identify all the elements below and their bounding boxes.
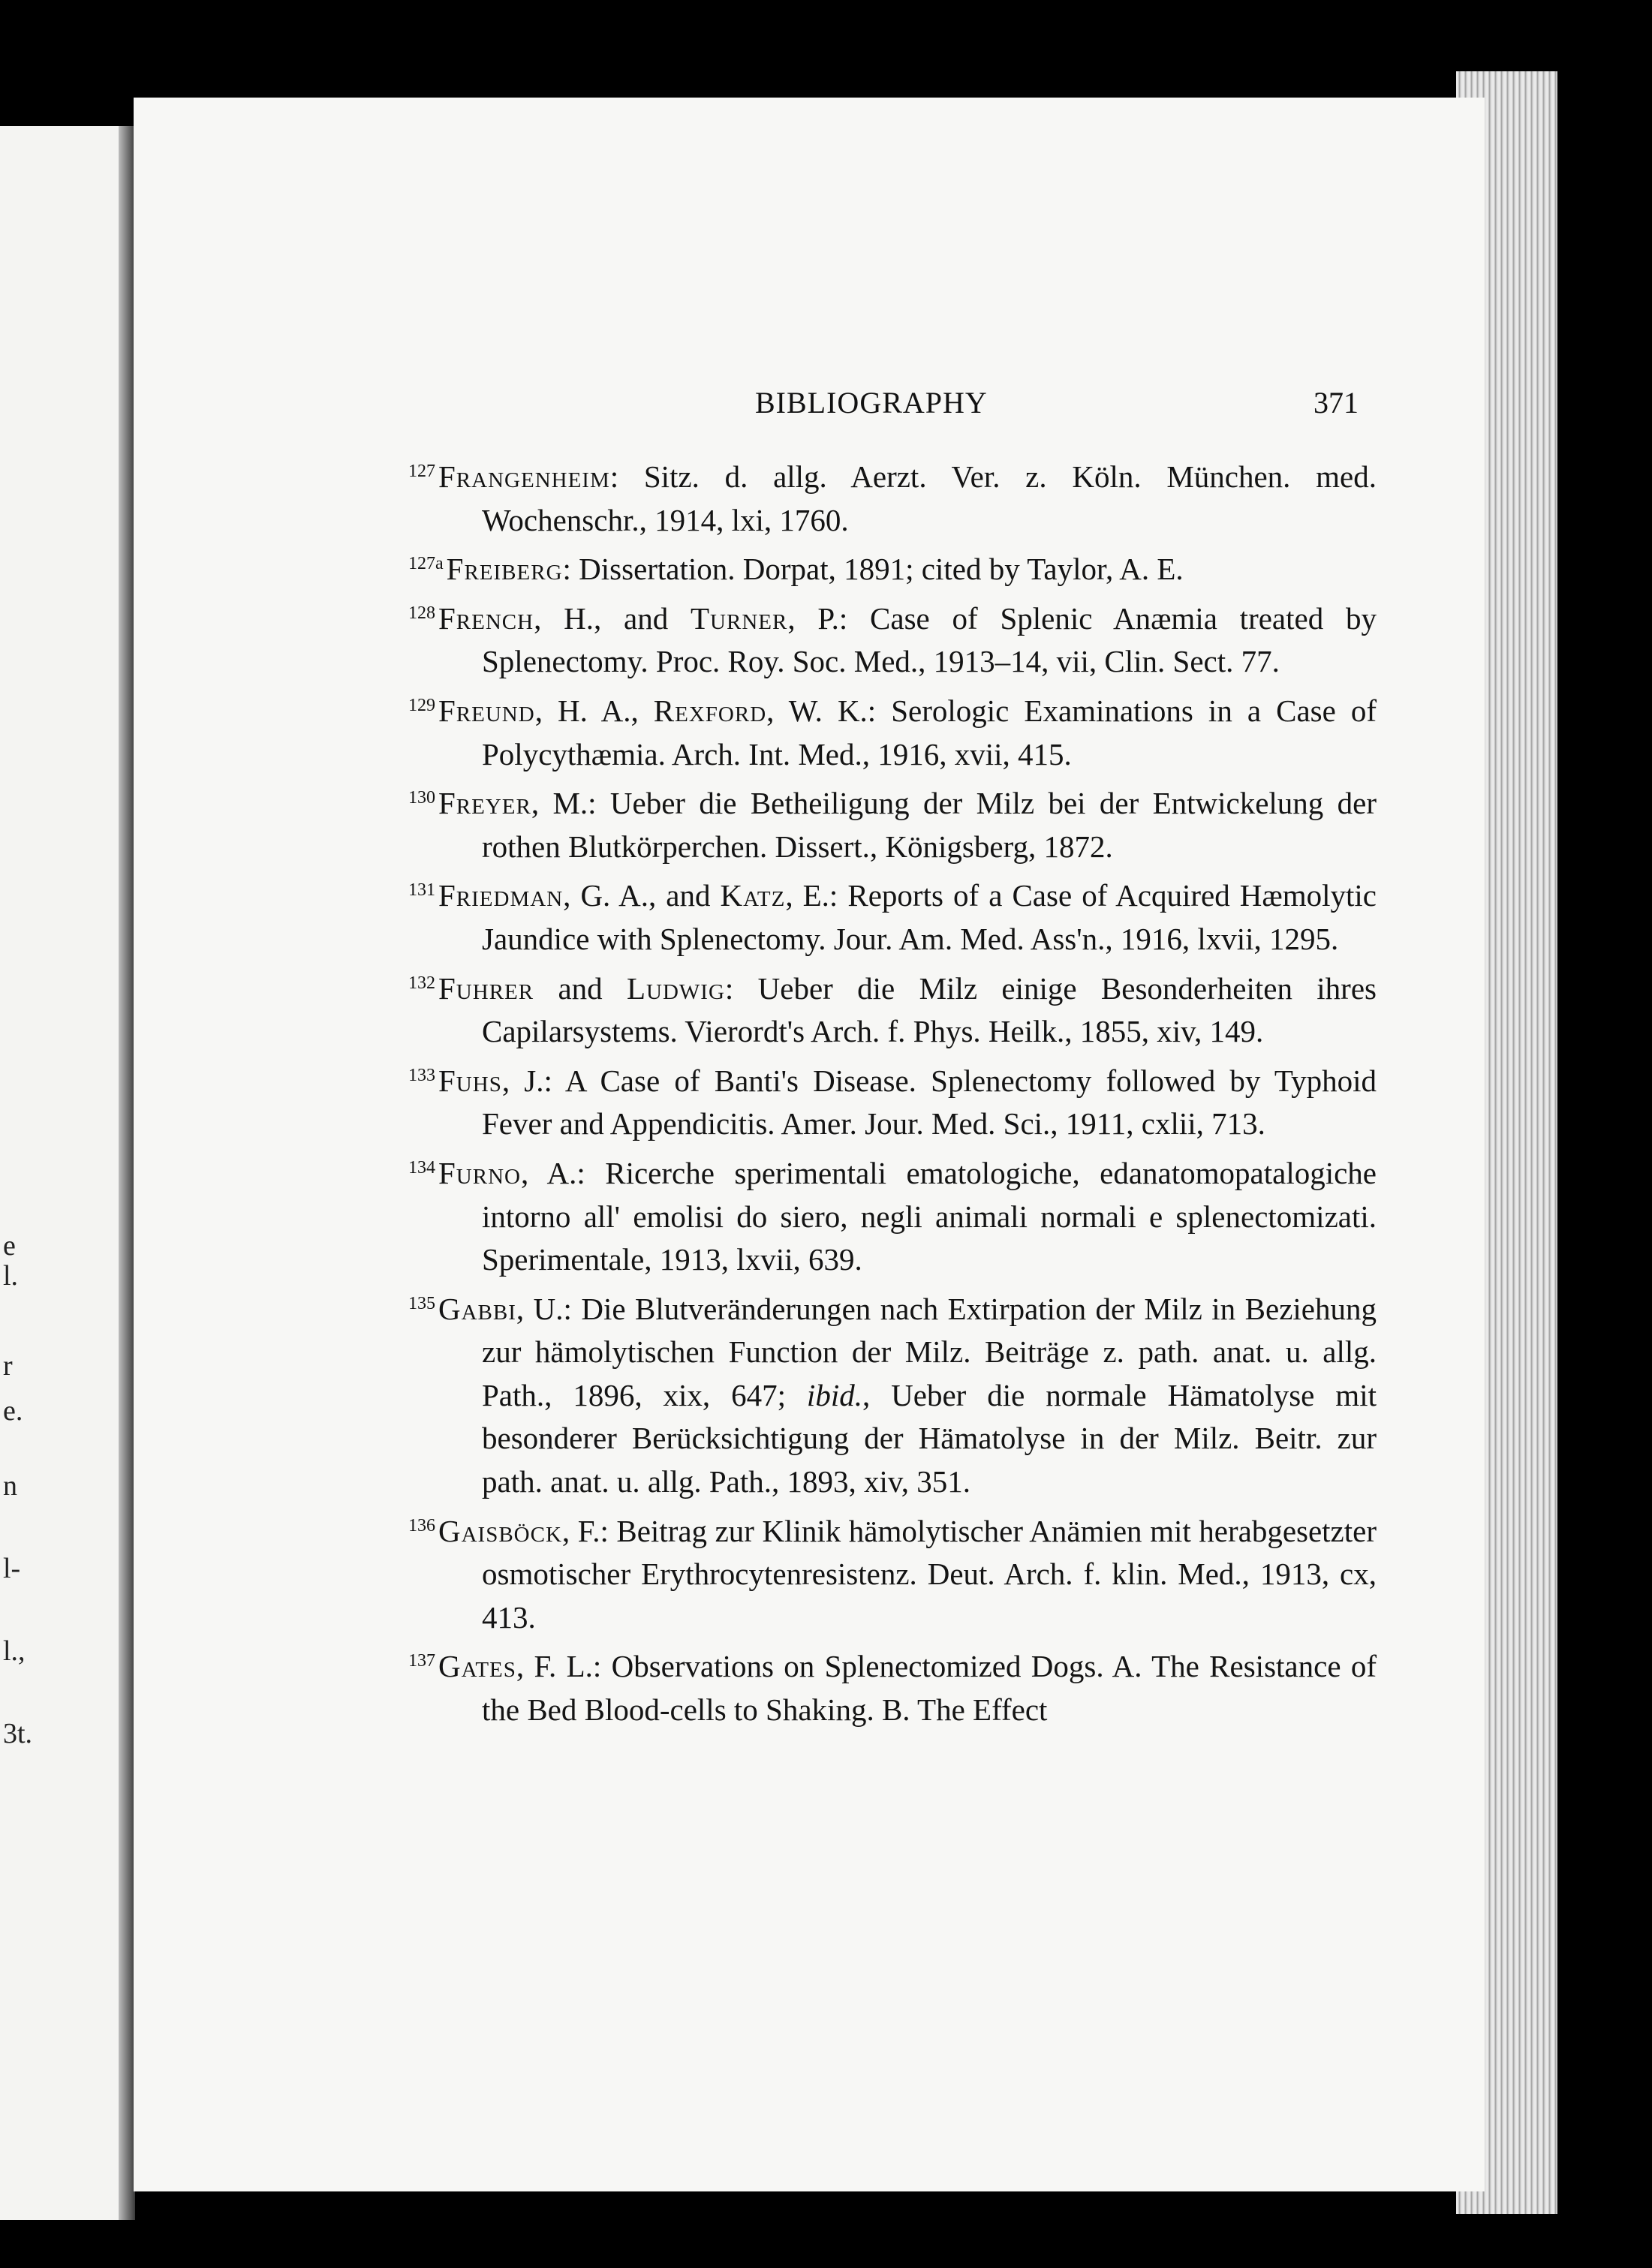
- entry-coauthor: Katz: [720, 878, 786, 913]
- left-page-text-fragment: l.: [3, 1260, 19, 1292]
- entry-number: 127: [408, 462, 435, 481]
- entry-text: , E.: Reports of a Case of Acquired Hæmolytic Jaundice with Splenectomy. Jour. Am. Med. Ass'n., 1916, lxvii, 1295.: [482, 878, 1377, 956]
- entry-text: , P.: Case of Splenic Anæmia treated by Splenectomy. Proc. Roy. Soc. Med., 1913–14, vii, Clin. Sect. 77.: [482, 600, 1377, 679]
- entry-text: , U.: Die Blutveränderungen nach Extirpation der Milz in Beziehung zur hämolytischen Function der Milz. Beiträge z. path. anat. u. allg. Path., 1896, xix, 647;: [482, 1291, 1377, 1412]
- entry-author: Freiberg: [446, 552, 563, 587]
- entry-number: 129: [408, 695, 435, 715]
- entry-text: and: [534, 970, 627, 1006]
- entry-number: 134: [408, 1157, 435, 1178]
- entry-text: , F.: Beitrag zur Klinik hämolytischer Anämien mit herabgesetzter osmotischer Erythrocytenresistenz. Deut. Arch. f. klin. Med., 1913, cx, 413.: [482, 1513, 1377, 1635]
- entry-coauthor: Rexford: [653, 693, 767, 728]
- entry-author: Furno: [438, 1155, 521, 1190]
- entry-number: 132: [408, 973, 435, 993]
- bibliography-entry: [408, 1054, 1377, 1147]
- bibliography-entry: [408, 684, 1377, 777]
- entry-number: 137: [408, 1651, 435, 1671]
- facing-page-fragment: [0, 126, 135, 2220]
- left-page-text-fragment: n: [3, 1470, 17, 1502]
- left-page-text-fragment: l.,: [3, 1635, 26, 1667]
- book-page: [134, 98, 1485, 2191]
- running-head: BIBLIOGRAPHY: [755, 386, 988, 420]
- bibliography-entry: [408, 1283, 1377, 1505]
- entry-text: , H., and: [534, 600, 691, 636]
- bibliography-entry: [408, 450, 1377, 543]
- bibliography-entry: [408, 1640, 1377, 1732]
- entry-text: , J.: A Case of Banti's Disease. Splenectomy followed by Typhoid Fever and Appendicitis. Amer. Jour. Med. Sci., 1911, cxlii, 713.: [482, 1063, 1377, 1142]
- entry-text: : Ueber die Milz einige Besonderheiten ihres Capilarsystems. Vierordt's Arch. f. Phys. Heilk., 1855, xiv, 149.: [482, 970, 1377, 1049]
- entry-number: 136: [408, 1515, 435, 1536]
- bibliography-entry: [408, 777, 1377, 869]
- bibliography-entry: [408, 869, 1377, 961]
- bibliography-list: [408, 450, 1377, 1733]
- entry-text: , A.: Ricerche sperimentali ematologiche, edanatomopatalogiche intorno all' emolisi do siero, negli animali normali e splenectomizati. Sperimentale, 1913, lxvii, 639.: [482, 1155, 1377, 1277]
- bibliography-entry: [408, 1505, 1377, 1641]
- entry-number: 128: [408, 603, 435, 623]
- entry-number: 131: [408, 880, 435, 901]
- entry-author: Gaisböck: [438, 1513, 562, 1548]
- entry-text: , F. L.: Observations on Splenectomized Dogs. A. The Resistance of the Bed Blood-cells to Shaking. B. The Effect: [482, 1649, 1377, 1728]
- left-page-text-fragment: 3t.: [3, 1718, 33, 1749]
- bibliography-entry: [408, 962, 1377, 1054]
- entry-text: , W. K.: Serologic Examinations in a Case of Polycythæmia. Arch. Int. Med., 1916, xvii, 415.: [482, 693, 1377, 772]
- entry-author: Freyer: [438, 786, 531, 821]
- entry-number: 130: [408, 788, 435, 808]
- page-edge-shadow: [1578, 188, 1601, 2268]
- entry-text: , H. A.,: [534, 693, 654, 728]
- bibliography-entry: [408, 1147, 1377, 1283]
- entry-number: 127a: [408, 554, 444, 574]
- entry-author: Fuhrer: [438, 970, 534, 1006]
- entry-author: French: [438, 600, 534, 636]
- left-page-text-fragment: r: [3, 1350, 13, 1382]
- left-page-text-fragment: l-: [3, 1553, 21, 1584]
- entry-text: , G. A., and: [563, 878, 721, 913]
- entry-author: Gabbi: [438, 1291, 516, 1326]
- entry-author: Freund: [438, 693, 535, 728]
- page-number: 371: [1313, 386, 1359, 420]
- entry-author: Gates: [438, 1649, 516, 1684]
- entry-coauthor: Ludwig: [627, 970, 725, 1006]
- page-gutter: [119, 126, 135, 2220]
- entry-author: Friedman: [438, 878, 564, 913]
- entry-text: : Dissertation. Dorpat, 1891; cited by Taylor, A. E.: [562, 552, 1184, 587]
- left-page-text-fragment: e.: [3, 1395, 23, 1427]
- entry-text: : Sitz. d. allg. Aerzt. Ver. z. Köln. München. med. Wochenschr., 1914, lxi, 1760.: [482, 459, 1377, 537]
- left-page-text-fragment: e: [3, 1230, 16, 1262]
- bibliography-entry: [408, 592, 1377, 684]
- page-header: [134, 385, 1485, 430]
- entry-number: 135: [408, 1293, 435, 1313]
- entry-number: 133: [408, 1065, 435, 1085]
- entry-author: Frangenheim: [438, 459, 610, 494]
- bibliography-entry: [408, 543, 1377, 592]
- entry-author: Fuhs: [438, 1063, 502, 1098]
- entry-coauthor: Turner: [691, 600, 788, 636]
- entry-italic-text: ibid.: [806, 1377, 862, 1412]
- entry-text: , M.: Ueber die Betheiligung der Milz bei der Entwickelung der rothen Blutkörperchen. Dissert., Königsberg, 1872.: [482, 786, 1377, 864]
- entry-text: , Ueber die normale Hämatolyse mit besonderer Berücksichtigung der Hämatolyse in der Milz. Beitr. zur path. anat. u. allg. Path., 1893, xiv, 351.: [482, 1377, 1377, 1499]
